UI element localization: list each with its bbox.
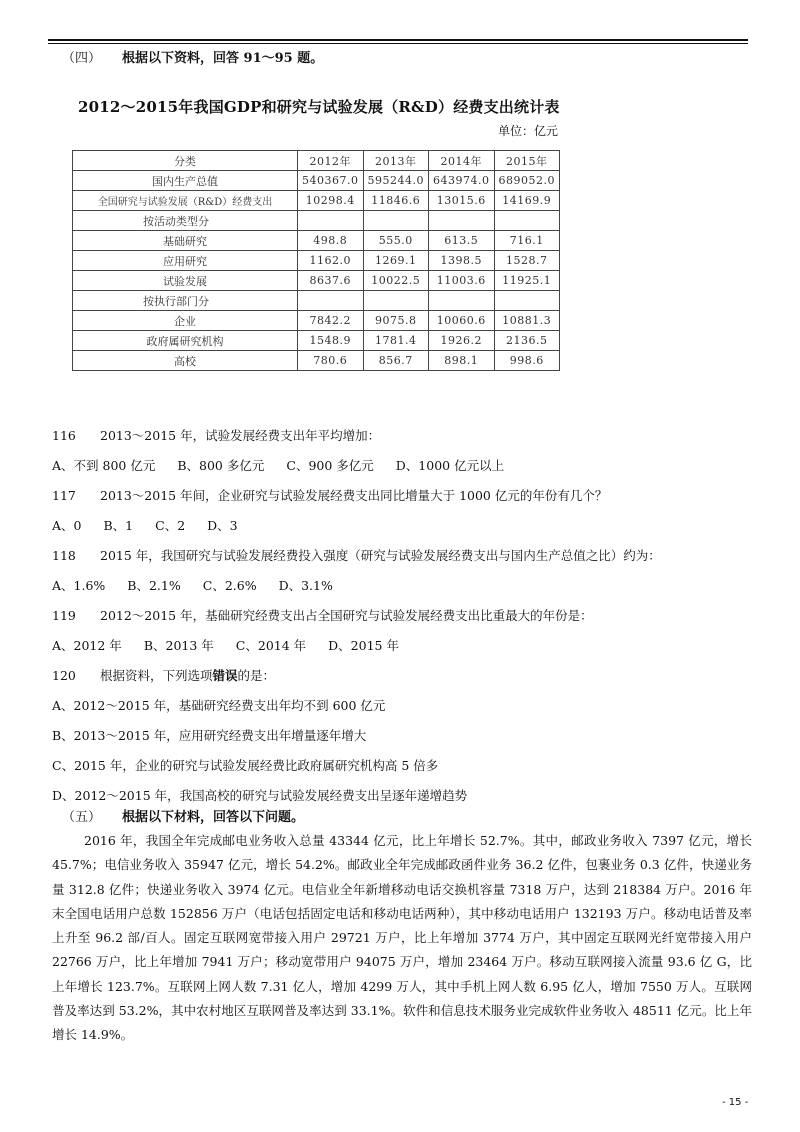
table-header-row [73, 151, 560, 171]
question-120 [52, 666, 275, 684]
question-116 [52, 426, 380, 444]
question-number: 117 [52, 488, 76, 503]
option-b: B、2013～2015 年，应用研究经费支出年增量逐年增大 [52, 728, 367, 743]
option-c: C、2 [155, 518, 186, 533]
question-118 [52, 546, 661, 564]
question-117 [52, 486, 607, 504]
question-118-options [52, 576, 355, 594]
table-cell: 13015.6 [429, 191, 495, 211]
question-text: 2012～2015 年，基础研究经费支出占全国研究与试验发展经费支出比重最大的年份是： [100, 608, 593, 623]
option-a: A、2012 年 [52, 638, 122, 653]
table-cell: 2136.5 [494, 331, 560, 351]
option-a: A、不到 800 亿元 [52, 458, 156, 473]
option-d: D、1000 亿元以上 [395, 458, 505, 473]
section-4-number: （四） [62, 51, 102, 66]
table-unit: 单位：亿元 [498, 124, 559, 138]
option-b: B、1 [103, 518, 134, 533]
table-cell: 555.0 [363, 231, 429, 251]
question-number: 116 [52, 428, 76, 443]
table-group-row [73, 291, 560, 311]
table-cell: 10060.6 [429, 311, 495, 331]
table-row [73, 171, 560, 191]
table-cell: 1548.9 [298, 331, 364, 351]
option-d: D、3.1% [278, 578, 333, 593]
row-label: 企业 [73, 311, 298, 331]
table-row [73, 351, 560, 371]
table-row [73, 191, 560, 211]
table-cell [494, 211, 560, 231]
option-d: D、3 [207, 518, 238, 533]
section-5-number: （五） [62, 810, 102, 825]
group-label: 按活动类型分 [73, 211, 298, 231]
table-cell: 595244.0 [363, 171, 429, 191]
row-label: 基础研究 [73, 231, 298, 251]
section-5-instruction: 根据以下材料，回答以下问题。 [122, 810, 305, 825]
question-text: 2015 年，我国研究与试验发展经费投入强度（研究与试验发展经费支出与国内生产总值之比）约为： [100, 548, 661, 563]
table-cell: 10881.3 [494, 311, 560, 331]
section-4-instruction: 根据以下资料，回答 91～95 题。 [122, 51, 324, 66]
table-cell: 7842.2 [298, 311, 364, 331]
page-number: - 15 - [722, 1097, 749, 1108]
question-number: 119 [52, 608, 76, 623]
table-cell: 11846.6 [363, 191, 429, 211]
row-label: 政府属研究机构 [73, 331, 298, 351]
table-cell [298, 211, 364, 231]
question-number: 118 [52, 548, 76, 563]
option-a: A、1.6% [52, 578, 106, 593]
table-row [73, 231, 560, 251]
question-text: 2013～2015 年，试验发展经费支出年平均增加： [100, 428, 381, 443]
header-rule-thin [48, 43, 748, 44]
option-b: B、2.1% [127, 578, 181, 593]
question-text-end: 的是： [237, 668, 276, 683]
option-c: C、2.6% [202, 578, 257, 593]
question-117-options [52, 516, 260, 534]
question-text-start: 根据资料，下列选项 [100, 668, 213, 683]
statistics-table [72, 150, 560, 371]
question-119-options [52, 636, 421, 654]
header-cell: 2014年 [429, 151, 495, 171]
option-c: C、900 多亿元 [286, 458, 374, 473]
row-label: 应用研究 [73, 251, 298, 271]
option-b: B、2013 年 [143, 638, 214, 653]
table-cell: 689052.0 [494, 171, 560, 191]
table-cell: 613.5 [429, 231, 495, 251]
question-text: 2013～2015 年间，企业研究与试验发展经费支出同比增量大于 1000 亿元的年份有几个？ [100, 488, 608, 503]
table-cell: 10022.5 [363, 271, 429, 291]
table-cell: 1926.2 [429, 331, 495, 351]
header-cell: 2015年 [494, 151, 560, 171]
table-cell: 14169.9 [494, 191, 560, 211]
table-cell: 1398.5 [429, 251, 495, 271]
header-cell: 2012年 [298, 151, 364, 171]
section-5-heading [62, 806, 304, 825]
table-cell: 8637.6 [298, 271, 364, 291]
table-cell [494, 291, 560, 311]
question-text-emphasis: 错误 [212, 668, 238, 683]
row-label: 国内生产总值 [73, 171, 298, 191]
table-cell: 998.6 [494, 351, 560, 371]
option-c: C、2014 年 [235, 638, 307, 653]
header-rule [48, 39, 748, 41]
table-cell: 540367.0 [298, 171, 364, 191]
group-label: 按执行部门分 [73, 291, 298, 311]
header-cell: 分类 [73, 151, 298, 171]
table-group-row [73, 211, 560, 231]
table-row [73, 331, 560, 351]
question-116-options [52, 456, 526, 474]
table-cell: 498.8 [298, 231, 364, 251]
table-cell: 856.7 [363, 351, 429, 371]
option-d: D、2015 年 [328, 638, 399, 653]
row-label: 全国研究与试验发展（R&D）经费支出 [73, 191, 298, 211]
table-cell: 10298.4 [298, 191, 364, 211]
table-row [73, 311, 560, 331]
row-label: 高校 [73, 351, 298, 371]
material-paragraph: 2016 年，我国全年完成邮电业务收入总量 43344 亿元，比上年增长 52.7%。其中，邮政业务收入 7397 亿元，增长 45.7%；电信业务收入 35947 亿元，增长 54.2%。邮政业全年完成邮政函件业务 36.2 亿件，包裹业务 0.3 亿件，快递业务量 312.8 亿件；快递业务收入 3974 亿元。电信业全年新增移动电话交换机容量 7318 万户，达到 218384 万户。2016 年末全国电话用户总数 152856 万户（电话包括固定电话和移动电话两种），其中移动电话用户 132193 万户。移动电话普及率上升至 96.2 部/百人。固定互联网宽带接入用户 29721 万户，比上年增加 3774 万户，其中固定互联网光纤宽带接入用户 22766 万户，比上年增加 7941 万户；移动宽带用户 94075 万户，增加 23464 万户。移动互联网接入流量 93.6 亿 G，比上年增长 123.7%。互联网上网人数 7.31 亿人，增加 4299 万人，其中手机上网人数 6.95 亿人，增加 7550 万人。互联网普及率达到 53.2%，其中农村地区互联网普及率达到 33.1%。软件和信息技术服务业完成软件业务收入 48511 亿元。比上年增长 14.9%。 [52, 833, 752, 1043]
table-cell: 1269.1 [363, 251, 429, 271]
row-label: 试验发展 [73, 271, 298, 291]
table-cell: 1162.0 [298, 251, 364, 271]
header-cell: 2013年 [363, 151, 429, 171]
table-cell [429, 211, 495, 231]
option-b: B、800 多亿元 [177, 458, 265, 473]
table-cell: 780.6 [298, 351, 364, 371]
option-c: C、2015 年，企业的研究与试验发展经费比政府属研究机构高 5 倍多 [52, 758, 439, 773]
table-cell [429, 291, 495, 311]
table-row [73, 251, 560, 271]
section-4-heading [62, 47, 323, 66]
table-cell: 9075.8 [363, 311, 429, 331]
table-cell: 11925.1 [494, 271, 560, 291]
table-cell: 1781.4 [363, 331, 429, 351]
table-cell: 716.1 [494, 231, 560, 251]
table-title: 2012～2015年我国GDP和研究与试验发展（R&D）经费支出统计表 [78, 98, 560, 116]
question-number: 120 [52, 668, 76, 683]
table-cell [363, 211, 429, 231]
table-cell: 1528.7 [494, 251, 560, 271]
option-a: A、2012～2015 年，基础研究经费支出年均不到 600 亿元 [52, 698, 386, 713]
table-cell [298, 291, 364, 311]
table-cell [363, 291, 429, 311]
table-cell: 898.1 [429, 351, 495, 371]
option-a: A、0 [52, 518, 82, 533]
table-cell: 11003.6 [429, 271, 495, 291]
question-119 [52, 606, 593, 624]
table-row [73, 271, 560, 291]
option-d: D、2012～2015 年，我国高校的研究与试验发展经费支出呈逐年递增趋势 [52, 788, 468, 803]
table-cell: 643974.0 [429, 171, 495, 191]
